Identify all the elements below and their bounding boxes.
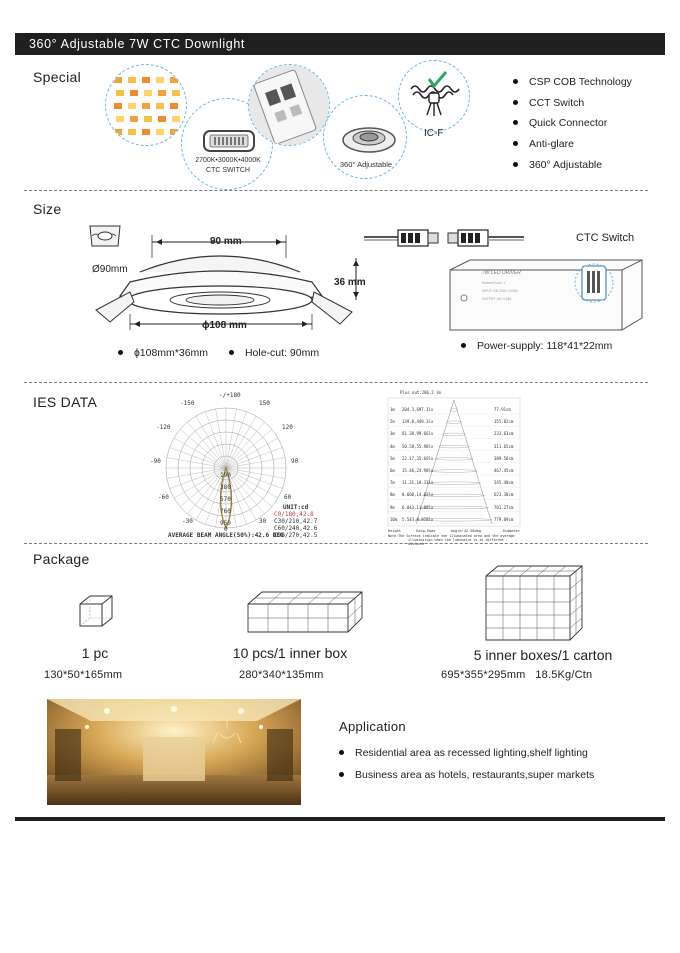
led-chip: [156, 103, 164, 109]
led-chip: [128, 129, 136, 135]
led-chip: [158, 90, 166, 96]
section-title-size: Size: [33, 201, 62, 217]
adjustable-caption: 360° Adjustable: [339, 160, 393, 169]
table-cell-distance: 5m: [390, 455, 395, 461]
polar-angle-label: -90: [150, 458, 161, 465]
polar-angle-label: 60: [284, 494, 292, 501]
section-title-application: Application: [339, 719, 406, 734]
power-supply-item: Power-supply: 118*41*22mm: [461, 339, 612, 360]
polar-angle-label: -150: [180, 400, 195, 407]
table-cell-distance: 7m: [390, 480, 395, 486]
table-cell-lux: 5.543,8.970lx: [402, 516, 434, 522]
carton-icon: [484, 564, 584, 647]
table-cell-diameter: 77.91cm: [494, 407, 511, 412]
table-cell-distance: 6m: [390, 468, 395, 473]
table-cell-lux: 81.38,99.66lx: [402, 431, 434, 437]
table-cell-distance: 2m: [390, 419, 395, 425]
led-chip: [170, 103, 178, 109]
feature-item: CCT Switch: [513, 96, 632, 117]
table-footer: Height Eavg,Emax Angle:42.58deg Diameter: [388, 529, 520, 533]
table-cell-diameter: 467.45cm: [494, 468, 514, 473]
table-cell-distance: 9m: [390, 504, 395, 510]
led-chip: [114, 77, 122, 83]
illuminance-ring: [442, 433, 465, 436]
size-spec-item: ɸ108mm*36mm: [118, 346, 208, 367]
application-photo: [47, 699, 301, 805]
width-dimension: 90 mm: [210, 236, 242, 247]
led-chip: [142, 129, 150, 135]
package-item-title: 10 pcs/1 inner box: [232, 645, 348, 661]
led-chip: [128, 77, 136, 83]
table-cell-lux: 204.3,697.1lx: [402, 407, 434, 412]
size-spec-list: [118, 346, 319, 367]
led-chip: [172, 90, 180, 96]
page-title: 360° Adjustable 7W CTC Downlight: [15, 33, 665, 55]
led-chip: [156, 129, 164, 135]
feature-item: Quick Connector: [513, 116, 632, 137]
polar-legend-item: C90/270,42.5: [274, 532, 318, 539]
feature-item: Anti-glare: [513, 137, 632, 158]
table-note: Note:The Surface indicate the illuminated area and the average: [388, 534, 515, 538]
driver-drawing: [430, 248, 650, 345]
application-item: Residential area as recessed lighting,shelf lighting: [339, 746, 594, 768]
single-box-icon: [76, 594, 116, 635]
table-cell-diameter: 155.82cm: [494, 419, 514, 425]
outer-dimension: ɸ108 mm: [202, 320, 247, 331]
led-chip: [156, 77, 164, 83]
table-cell-lux: 8.660,14.02lx: [402, 492, 434, 498]
led-chip: [116, 116, 124, 122]
polar-radial-label: 760: [220, 508, 231, 515]
polar-angle-label: 0: [224, 526, 228, 533]
feature-list: [513, 75, 632, 178]
section-title-special: Special: [33, 69, 82, 85]
package-item-title: 5 inner boxes/1 carton: [473, 647, 613, 663]
section-divider: [24, 543, 648, 544]
table-note: illumination when the luminaire is at different distance: [408, 538, 504, 546]
polar-radial-label: 380: [220, 484, 231, 491]
size-spec-item: Hole-cut: 90mm: [229, 346, 319, 367]
illuminance-diagram: [386, 390, 522, 546]
application-list: [339, 746, 594, 790]
polar-legend-item: C60/240,42.6: [274, 525, 318, 532]
table-cell-diameter: 623.30cm: [494, 492, 514, 498]
polar-angle-label: -120: [156, 424, 171, 431]
polar-radial-label: 570: [220, 496, 231, 503]
table-cell-diameter: 701.27cm: [494, 504, 514, 510]
feature-item: 360° Adjustable: [513, 158, 632, 179]
led-chip: [142, 77, 150, 83]
led-chip: [144, 116, 152, 122]
package-item-dim: 280*340*135mm: [239, 669, 324, 681]
svg-text:INPUT: 100-240V 0.035A: INPUT: 100-240V 0.035A: [482, 289, 518, 293]
polar-angle-label: 150: [259, 400, 270, 407]
table-cell-lux: 11.31,18.31lx: [402, 480, 434, 486]
icf-label: IC-F: [424, 128, 444, 139]
ctc-caption-temps: 2700K•3000K•4000K: [195, 157, 261, 164]
inner-box-icon: [246, 590, 364, 639]
power-supply-list: [461, 339, 612, 360]
beam-angle-label: AVERAGE BEAM ANGLE(50%):42.6 DEG: [168, 532, 284, 539]
led-chip: [130, 90, 138, 96]
section-divider: [24, 190, 648, 191]
table-cell-lux: 15.46,24.90lx: [402, 468, 434, 473]
led-chip: [158, 116, 166, 122]
illuminance-ring: [435, 458, 473, 461]
table-cell-diameter: 233.63cm: [494, 431, 514, 437]
polar-radial-label: 950: [220, 520, 231, 527]
polar-angle-label: 90: [291, 458, 299, 465]
polar-unit-label: UNIT:cd: [283, 504, 309, 511]
led-chip: [116, 90, 124, 96]
section-title-package: Package: [33, 551, 90, 567]
led-chip-image: [105, 64, 187, 146]
table-cell-distance: 3m: [390, 431, 395, 437]
polar-chart: [146, 392, 316, 542]
package-item-dim: 130*50*165mm: [44, 669, 123, 681]
led-chip: [172, 116, 180, 122]
driver-label: 7W LED DRIVER: [482, 270, 521, 276]
feature-item: CSP COB Technology: [513, 75, 632, 96]
table-cell-lux: 50.58,55.98lx: [402, 443, 434, 449]
table-cell-lux: 6.843,11.08lx: [402, 504, 434, 510]
led-chip: [170, 77, 178, 83]
polar-angle-label: -30: [182, 518, 193, 525]
led-chip: [142, 103, 150, 109]
polar-angle-label: 30: [259, 518, 267, 525]
illuminance-ring: [446, 421, 462, 424]
led-chip: [144, 90, 152, 96]
table-cell-diameter: 389.56cm: [494, 455, 514, 461]
svg-text:Dimmer/Color: Y: Dimmer/Color: Y: [482, 281, 506, 285]
led-chip: [114, 103, 122, 109]
table-cell-diameter: 545.40cm: [494, 480, 514, 486]
table-cell-lux: 22.17,35.69lx: [402, 455, 434, 461]
polar-legend-item: C0/180,42.8: [274, 511, 314, 518]
icf-image: [398, 60, 470, 132]
polar-top-label: -/+180: [219, 392, 241, 399]
ctc-switch-label: CTC Switch: [576, 232, 635, 244]
polar-legend-item: C30/210,42.7: [274, 518, 318, 525]
table-cell-diameter: 311.65cm: [494, 443, 514, 449]
height-dimension: 36 mm: [334, 277, 366, 288]
section-divider: [24, 382, 648, 383]
application-item: Business area as hotels, restaurants,super markets: [339, 768, 594, 790]
table-cell-distance: 8m: [390, 492, 395, 498]
hole-dimension: Ø90mm: [92, 264, 128, 275]
table-cell-distance: 10m: [390, 516, 398, 522]
adjustable-image: [323, 95, 407, 179]
illuminance-ring: [427, 482, 481, 485]
package-item-title: 1 pc: [81, 645, 109, 661]
table-cell-lux: 139.0,449.3lx: [402, 419, 434, 425]
table-cell-distance: 1m: [390, 407, 395, 412]
polar-angle-label: -60: [158, 494, 169, 501]
led-chip: [130, 116, 138, 122]
quick-connector-image: [248, 64, 330, 146]
illuminance-ring: [450, 409, 458, 412]
table-title: Plus out:286.2 lm: [400, 390, 441, 395]
svg-text:OUTPUT: 18V 0.15A: OUTPUT: 18V 0.15A: [482, 297, 512, 301]
polar-angle-label: 120: [282, 424, 293, 431]
led-chip: [128, 103, 136, 109]
footer-bar: [15, 817, 665, 821]
polar-radial-label: 190: [220, 472, 231, 479]
illuminance-ring: [431, 470, 477, 473]
led-chip: [170, 129, 178, 135]
ctc-caption-switch: CTC SWITCH: [206, 167, 250, 174]
section-title-ies: IES DATA: [33, 394, 98, 410]
illuminance-ring: [439, 445, 470, 448]
table-cell-distance: 4m: [390, 443, 395, 449]
package-item-dim: 695*355*295mm 18.5Kg/Ctn: [441, 669, 593, 681]
led-chip: [114, 129, 122, 135]
table-cell-diameter: 779.09cm: [494, 516, 514, 522]
